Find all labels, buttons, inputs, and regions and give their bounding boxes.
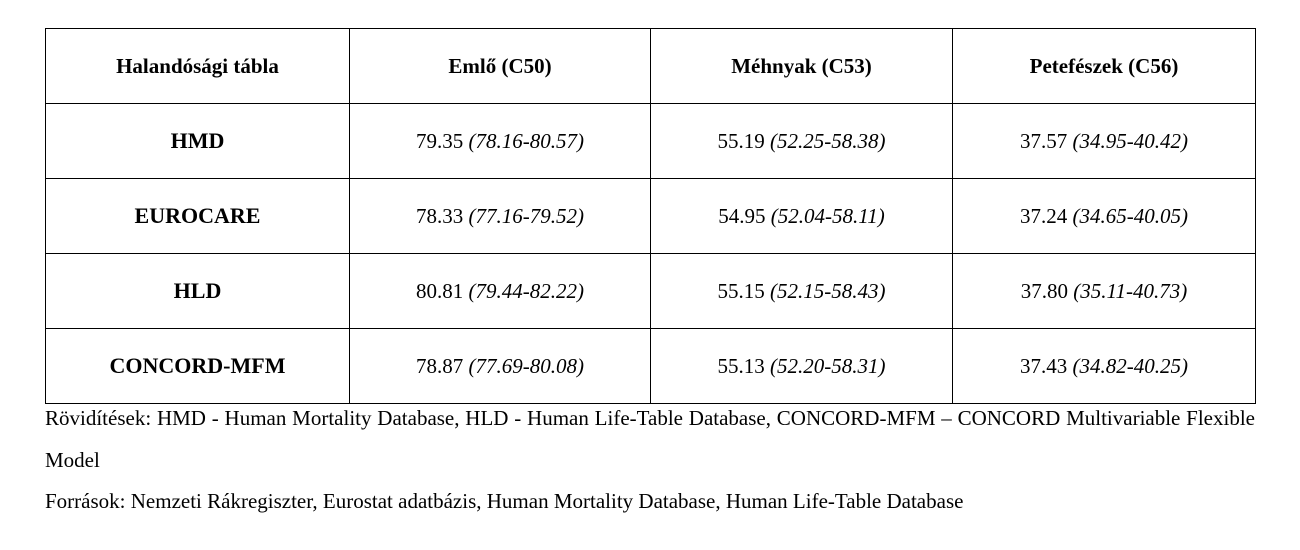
value: 37.43 [1020, 353, 1068, 378]
value-cell [953, 254, 1256, 329]
value: 79.35 [416, 128, 464, 153]
table-row-concord-mfm [46, 329, 1256, 404]
value-cell [651, 329, 953, 404]
confidence-interval: (52.20-58.31) [770, 353, 886, 378]
value: 55.19 [717, 128, 765, 153]
abbreviations-note: Rövidítések: HMD - Human Mortality Database, HLD - Human Life-Table Database, CONCORD-MFM – CONCORD Multivariable Flexible Model [45, 406, 1255, 472]
confidence-interval: (79.44-82.22) [468, 278, 584, 303]
value-cell [651, 254, 953, 329]
value: 78.33 [416, 203, 464, 228]
value-cell [953, 179, 1256, 254]
table-row-hld [46, 254, 1256, 329]
value: 54.95 [718, 203, 766, 228]
value: 78.87 [416, 353, 464, 378]
table-row-hmd [46, 104, 1256, 179]
confidence-interval: (77.16-79.52) [468, 203, 584, 228]
header-life-table: Halandósági tábla [46, 29, 350, 104]
confidence-interval: (34.82-40.25) [1072, 353, 1188, 378]
value-cell [350, 254, 651, 329]
value-cell [350, 329, 651, 404]
value-cell [350, 179, 651, 254]
confidence-interval: (52.15-58.43) [770, 278, 886, 303]
confidence-interval: (34.95-40.42) [1072, 128, 1188, 153]
life-table-comparison-table [45, 28, 1256, 404]
row-label: CONCORD-MFM [46, 329, 350, 404]
sources-note: Források: Nemzeti Rákregiszter, Eurostat adatbázis, Human Mortality Database, Human Life-Table Database [45, 489, 964, 513]
header-ovary: Petefészek (C56) [953, 29, 1256, 104]
header-cervix: Méhnyak (C53) [651, 29, 953, 104]
confidence-interval: (34.65-40.05) [1072, 203, 1188, 228]
value-cell [651, 179, 953, 254]
confidence-interval: (52.04-58.11) [770, 203, 885, 228]
row-label: HLD [46, 254, 350, 329]
value: 55.13 [717, 353, 765, 378]
table-body [46, 104, 1256, 404]
row-label: EUROCARE [46, 179, 350, 254]
table-row-eurocare [46, 179, 1256, 254]
table-header [46, 29, 1256, 104]
confidence-interval: (35.11-40.73) [1073, 278, 1188, 303]
row-label: HMD [46, 104, 350, 179]
confidence-interval: (77.69-80.08) [468, 353, 584, 378]
header-row [46, 29, 1256, 104]
header-breast: Emlő (C50) [350, 29, 651, 104]
value-cell [350, 104, 651, 179]
value: 37.57 [1020, 128, 1068, 153]
value: 80.81 [416, 278, 464, 303]
value: 37.80 [1020, 278, 1069, 303]
value-cell [953, 329, 1256, 404]
confidence-interval: (78.16-80.57) [468, 128, 584, 153]
value-cell [953, 104, 1256, 179]
confidence-interval: (52.25-58.38) [770, 128, 886, 153]
value: 37.24 [1020, 203, 1068, 228]
value-cell [651, 104, 953, 179]
value: 55.15 [717, 278, 765, 303]
